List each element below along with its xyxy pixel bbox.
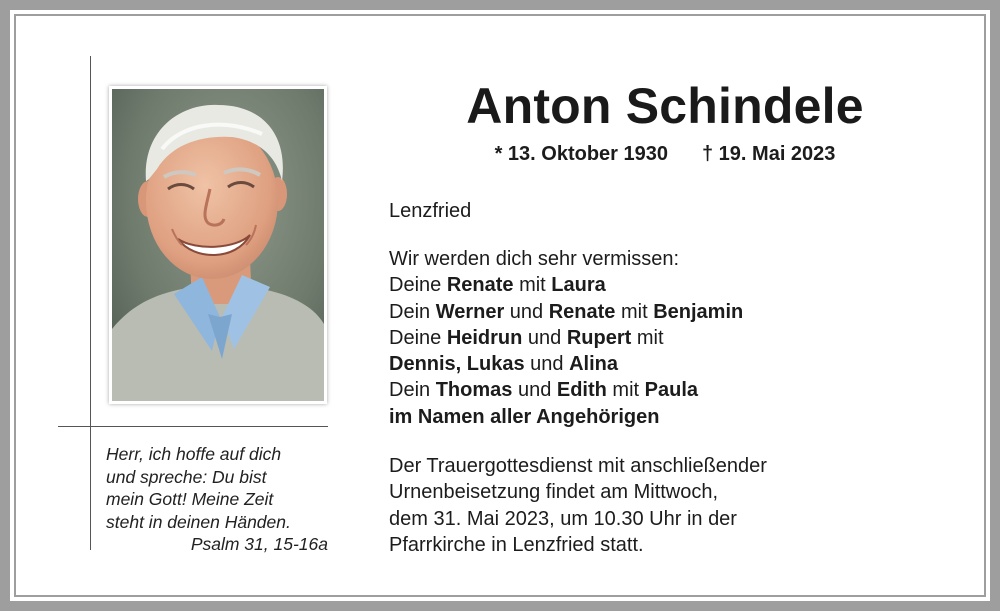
family-intro: Wir werden dich sehr vermissen:	[389, 248, 680, 270]
horizontal-divider	[58, 426, 328, 427]
vertical-divider	[90, 56, 91, 550]
deceased-name: Anton Schindele	[466, 78, 864, 134]
family-row: Dein Werner und Renate mit Benjamin	[389, 300, 744, 323]
quote-line: Herr, ich hoffe auf dich	[106, 444, 282, 464]
place-name: Lenzfried	[389, 200, 472, 222]
birth-date: * 13. Oktober 1930	[494, 143, 668, 165]
quote-line: mein Gott! Meine Zeit	[106, 489, 274, 509]
service-line: Pfarrkirche in Lenzfried statt.	[389, 533, 644, 556]
life-dates	[380, 141, 950, 167]
quote-line: steht in deinen Händen.	[106, 511, 291, 532]
family-closing: im Namen aller Angehörigen	[389, 405, 660, 428]
service-line: Urnenbeisetzung findet am Mittwoch,	[389, 481, 719, 504]
service-info	[389, 453, 767, 558]
service-line: Der Trauergottesdienst mit anschließender	[389, 455, 767, 477]
quote-reference: Psalm 31, 15-16a	[190, 534, 328, 554]
bible-quote	[106, 443, 332, 556]
family-list	[389, 246, 743, 430]
death-date: † 19. Mai 2023	[702, 143, 836, 165]
family-row: Deine Renate mit Laura	[389, 274, 606, 297]
quote-line: und spreche: Du bist	[106, 466, 267, 487]
family-row: Dennis, Lukas und Alina	[389, 353, 618, 376]
service-line: dem 31. Mai 2023, um 10.30 Uhr in der	[389, 507, 737, 530]
family-row: Deine Heidrun und Rupert mit	[389, 326, 664, 349]
portrait-photo	[109, 86, 327, 404]
family-row: Dein Thomas und Edith mit Paula	[389, 379, 699, 402]
